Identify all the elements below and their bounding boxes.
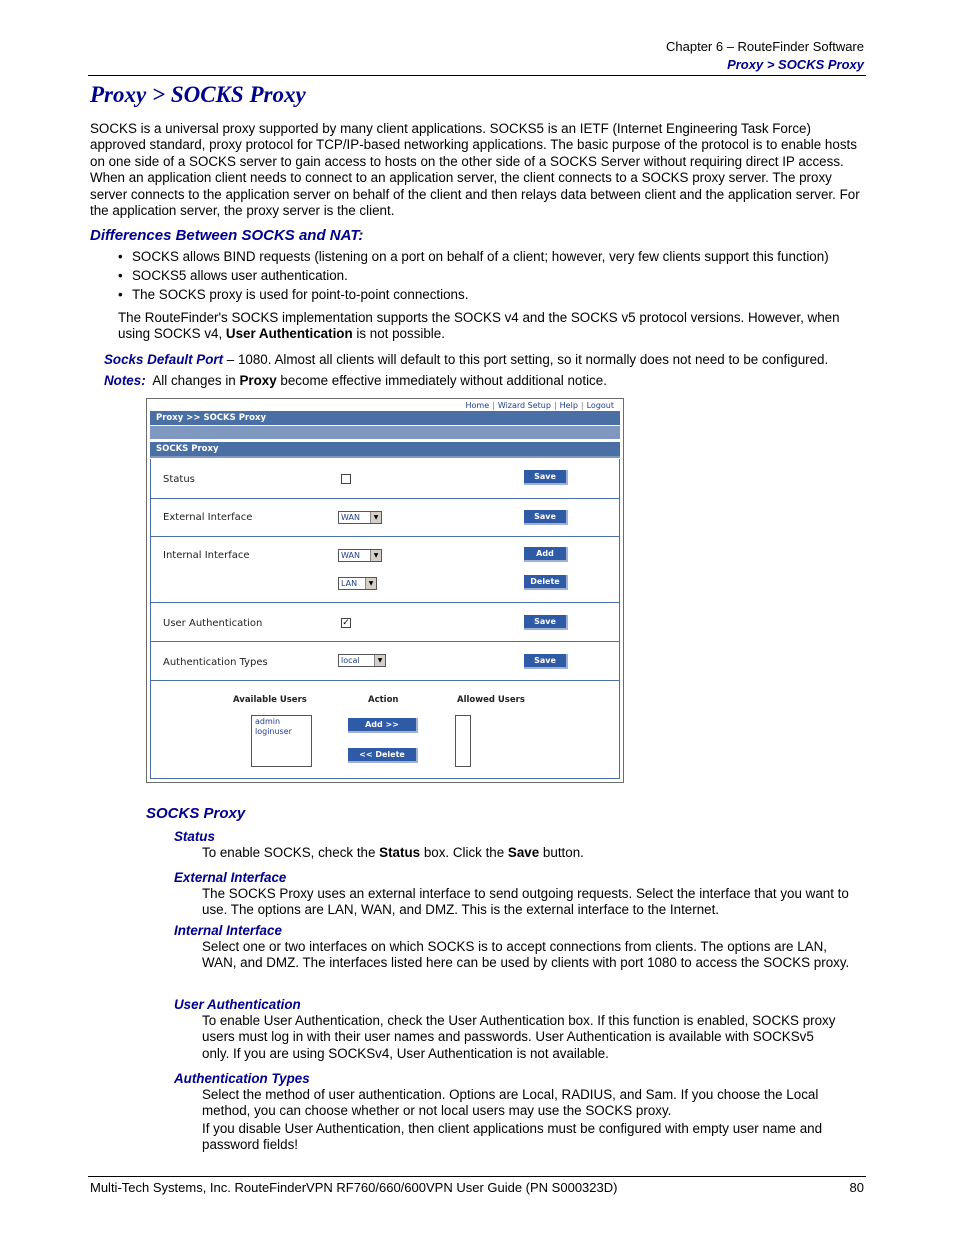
header-rule (88, 75, 866, 76)
chevron-down-icon: ▼ (365, 578, 376, 589)
section-title-bar: SOCKS Proxy (150, 442, 620, 456)
add-user-button[interactable]: Add >> (348, 718, 418, 733)
chevron-down-icon: ▼ (374, 655, 385, 666)
authentication-types-row (151, 642, 619, 681)
user-authentication-row (151, 603, 619, 642)
status-checkbox[interactable] (341, 474, 351, 484)
footer-rule (88, 1176, 866, 1177)
internal-interface-heading: Internal Interface (174, 923, 282, 938)
status-description: To enable SOCKS, check the Status box. Click the Save button. (202, 845, 584, 860)
internal-interface-row (151, 537, 619, 603)
authentication-types-save-button[interactable]: Save (524, 654, 568, 669)
user-authentication-description: To enable User Authentication, check the User Authentication box. If this function is enabled, SOCKS proxy users must log in with their user names and passwords. User Authentication is available with SOCKSv5 only. If you are using SOCKSv4, User Authentication is not available. (202, 1013, 836, 1061)
authentication-types-note: If you disable User Authentication, then client applications must be configured with empty user name and password fields! (202, 1121, 823, 1153)
nav-logout-link[interactable]: Logout (586, 401, 614, 410)
internal-interface-delete-button[interactable]: Delete (524, 575, 568, 590)
page-title: Proxy > SOCKS Proxy (90, 82, 306, 107)
breadcrumb-bar-lower (150, 426, 620, 439)
section-title: Proxy > SOCKS Proxy (727, 57, 864, 72)
differences-heading: Differences Between SOCKS and NAT: (90, 227, 364, 244)
action-header: Action (368, 695, 399, 705)
user-authentication-label: User Authentication (163, 618, 263, 629)
section-title-underline (150, 456, 620, 458)
socks-proxy-screenshot (146, 398, 624, 783)
status-label: Status (163, 474, 195, 485)
external-interface-select[interactable]: WAN ▼ (338, 511, 382, 524)
internal-interface-label: Internal Interface (163, 550, 250, 561)
authentication-types-label: Authentication Types (163, 657, 268, 668)
internal-interface-description: Select one or two interfaces on which SOCKS is to accept connections from clients. The options are LAN, WAN, and DMZ. The interfaces listed here can be used by clients with port 1080 to access the SOCKS proxy. (202, 939, 850, 971)
nav-wizard-link[interactable]: Wizard Setup (497, 401, 551, 410)
internal-interface-add-button[interactable]: Add (524, 547, 568, 562)
notes-paragraph: Notes: All changes in Proxy become effective immediately without additional notice. (104, 373, 607, 388)
user-authentication-checkbox[interactable]: ✓ (342, 618, 350, 628)
available-users-list[interactable] (251, 715, 312, 767)
authentication-types-select[interactable]: local ▼ (338, 654, 386, 667)
allowed-users-header: Allowed Users (457, 695, 525, 705)
status-row (151, 459, 619, 499)
footer-text: Multi-Tech Systems, Inc. RouteFinderVPN RF760/660/600VPN User Guide (PN S000323D) (90, 1180, 618, 1195)
chevron-down-icon: ▼ (370, 512, 381, 523)
intro-paragraph: SOCKS is a universal proxy supported by many client applications. SOCKS5 is an IETF (Internet Engineering Task Force) approved standard, proxy protocol for TCP/IP-based networking applications. The basic purpose of the protocol is to enable hosts on one side of a SOCKS server to gain access to hosts on the other side of a SOCKS Server without requiring direct IP access. When an application client needs to connect to an application server, the client connects to a SOCKS proxy server. The proxy server connects to the application server on behalf of the client and then relays data between client and the application server. For the application server, the proxy server is the client. (90, 121, 860, 219)
delete-user-button[interactable]: << Delete (348, 748, 418, 763)
user-authentication-save-button[interactable]: Save (524, 615, 568, 630)
chapter-title: Chapter 6 – RouteFinder Software (666, 39, 864, 54)
allowed-users-list[interactable] (455, 715, 471, 767)
running-header (666, 38, 864, 74)
authentication-types-heading: Authentication Types (174, 1071, 310, 1086)
default-port-paragraph: Socks Default Port – 1080. Almost all clients will default to this port setting, so it normally does not need to be configured. (104, 352, 829, 367)
external-interface-label: External Interface (163, 512, 253, 523)
socks-proxy-heading: SOCKS Proxy (146, 805, 246, 822)
chevron-down-icon: ▼ (370, 550, 381, 561)
socks-versions-paragraph: The RouteFinder's SOCKS implementation supports the SOCKS v4 and the SOCKS v5 protocol versions. However, when using SOCKS v4, User Authentication is not possible. (118, 310, 840, 342)
external-interface-save-button[interactable]: Save (524, 510, 568, 525)
page-number: 80 (849, 1180, 864, 1195)
external-interface-description: The SOCKS Proxy uses an external interface to send outgoing requests. Select the interface that you want to use. The options are LAN, WAN, and DMZ. This is the external interface to the Internet. (202, 886, 849, 918)
external-interface-heading: External Interface (174, 870, 287, 885)
top-nav: Home | Wizard Setup | Help | Logout (463, 401, 618, 411)
available-users-header: Available Users (233, 695, 307, 705)
list-item[interactable]: loginuser (255, 727, 292, 736)
status-save-button[interactable]: Save (524, 470, 568, 485)
list-item: • The SOCKS proxy is used for point-to-point connections. (118, 287, 469, 302)
list-item[interactable]: admin (255, 717, 281, 726)
breadcrumb-bar: Proxy >> SOCKS Proxy (150, 411, 620, 425)
list-item: • SOCKS allows BIND requests (listening on a port on behalf of a client; however, very few clients support this function) (118, 249, 829, 264)
status-heading: Status (174, 829, 215, 844)
list-item: • SOCKS5 allows user authentication. (118, 268, 348, 283)
external-interface-row (151, 499, 619, 537)
internal-interface-select-1[interactable]: WAN ▼ (338, 549, 382, 562)
authentication-types-description: Select the method of user authentication. Options are Local, RADIUS, and Sam. If you choose the Local method, you can choose whether or not local users may use the SOCKS proxy. (202, 1087, 819, 1119)
nav-help-link[interactable]: Help (559, 401, 578, 410)
differences-list (118, 247, 878, 304)
user-authentication-heading: User Authentication (174, 997, 301, 1012)
internal-interface-select-2[interactable]: LAN ▼ (338, 577, 377, 590)
nav-home-link[interactable]: Home (465, 401, 490, 410)
